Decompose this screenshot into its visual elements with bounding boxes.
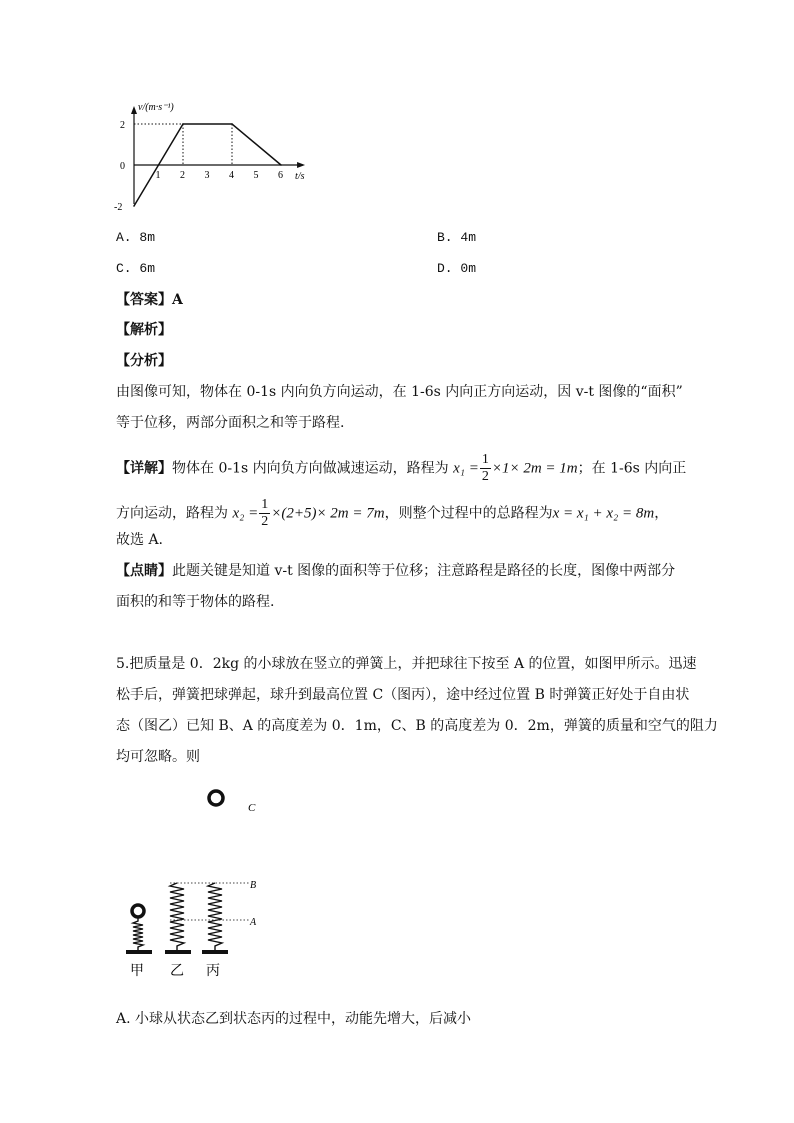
label-jia: 甲 bbox=[130, 964, 144, 979]
x-tick-label: 2 bbox=[180, 170, 185, 181]
label-yi: 乙 bbox=[170, 964, 184, 979]
vt-graph bbox=[112, 100, 312, 220]
fenxi-line-2: 等于位移，两部分面积之和等于路程. bbox=[116, 415, 345, 431]
data-point bbox=[158, 164, 160, 166]
eq1-num: 1 bbox=[481, 452, 489, 467]
option-c: C. 6m bbox=[116, 261, 156, 276]
label-b: B bbox=[250, 880, 257, 891]
x-tick-label: 6 bbox=[278, 170, 283, 181]
base-bing bbox=[202, 950, 228, 954]
detail-text-1a: 物体在 0-1s 内向负方向做减速运动，路程为 bbox=[172, 460, 449, 477]
x-tick-label: 4 bbox=[229, 170, 234, 181]
eq1-rhs: ×1× 2m = 1m bbox=[491, 460, 578, 477]
answer: 【答案】A bbox=[116, 292, 183, 308]
eq2-den: 2 bbox=[261, 514, 269, 529]
y-tick-label: 0 bbox=[120, 161, 125, 172]
eq2-num: 1 bbox=[261, 497, 269, 512]
eq3: x = x₁ + x₂ = 8m bbox=[552, 505, 655, 522]
spring-jia bbox=[133, 918, 143, 950]
x-tick-label: 3 bbox=[204, 170, 210, 181]
fenxi-line-1: 由图像可知，物体在 0-1s 内向负方向运动，在 1-6s 内向正方向运动，因 v-t 图像的“面积” bbox=[116, 384, 683, 400]
eq1-den: 2 bbox=[481, 469, 489, 484]
eq2-fraction bbox=[259, 497, 270, 530]
q5-option-a: A. 小球从状态乙到状态丙的过程中，动能先增大，后减小 bbox=[116, 1011, 472, 1027]
note-line-2: 面积的和等于物体的路程. bbox=[116, 594, 275, 610]
detail-line-3: 故选 A. bbox=[116, 532, 164, 548]
q5-line-2: 松手后，弹簧把球弹起，球升到最高位置 C（图丙），途中经过位置 B 时弹簧正好处于自由状 bbox=[116, 687, 690, 703]
note-line-1 bbox=[116, 561, 675, 581]
note-text-1: 此题关键是知道 v-t 图像的面积等于位移；注意路程是路径的长度，图像中两部分 bbox=[172, 563, 676, 579]
option-a: A. 8m bbox=[116, 230, 156, 245]
spring-bing bbox=[208, 883, 222, 950]
detail-line-2 bbox=[116, 497, 668, 530]
data-point bbox=[133, 205, 135, 207]
detail-text-1b: ；在 1-6s 内向正 bbox=[577, 460, 687, 477]
data-point bbox=[231, 123, 233, 125]
y-axis-arrow bbox=[131, 106, 137, 114]
comma: ， bbox=[654, 505, 669, 522]
ball-jia bbox=[132, 905, 144, 917]
analysis-heading: 【解析】 bbox=[116, 322, 172, 338]
x-axis-arrow bbox=[297, 162, 305, 168]
data-point bbox=[182, 123, 184, 125]
base-jia bbox=[126, 950, 152, 954]
y-tick-label: -2 bbox=[114, 202, 123, 213]
option-d: D. 0m bbox=[437, 261, 477, 276]
eq2-rhs: ×(2+5)× 2m = 7m bbox=[271, 505, 385, 522]
fenxi-heading: 【分析】 bbox=[116, 353, 172, 369]
eq1-lhs: x₁ = bbox=[453, 460, 479, 477]
label-c: C bbox=[248, 802, 256, 814]
q5-line-1: 5.把质量是 0．2kg 的小球放在竖立的弹簧上，并把球往下按至 A 的位置，如图甲所示。迅速 bbox=[116, 656, 697, 672]
x-axis-label: t/s bbox=[295, 171, 305, 182]
detail-line-1 bbox=[116, 452, 686, 485]
q5-line-3: 态（图乙）已知 B、A 的高度差为 0．1m，C、B 的高度差为 0．2m，弹簧的质量和空气的阻力 bbox=[116, 718, 718, 734]
spring-figure bbox=[120, 780, 280, 990]
note-heading: 【点睛】 bbox=[116, 563, 172, 579]
spring-yi bbox=[170, 883, 184, 950]
y-tick-label: 2 bbox=[120, 120, 125, 131]
x-tick-label: 1 bbox=[155, 170, 161, 181]
ball-c bbox=[209, 791, 223, 805]
label-a: A bbox=[250, 917, 257, 928]
data-point bbox=[280, 164, 282, 166]
y-axis-label: v/(m·s⁻¹) bbox=[138, 102, 174, 113]
option-b: B. 4m bbox=[437, 230, 477, 245]
x-tick-label: 5 bbox=[253, 170, 259, 181]
eq2-lhs: x₂ = bbox=[232, 505, 259, 522]
q5-line-4: 均可忽略。则 bbox=[116, 749, 200, 765]
eq1-fraction bbox=[480, 452, 491, 485]
detail-text-2b: ，则整个过程中的总路程为 bbox=[384, 505, 553, 522]
label-bing: 丙 bbox=[206, 964, 220, 979]
detail-heading: 【详解】 bbox=[116, 460, 172, 477]
detail-text-2a: 方向运动，路程为 bbox=[116, 505, 228, 522]
base-yi bbox=[165, 950, 191, 954]
